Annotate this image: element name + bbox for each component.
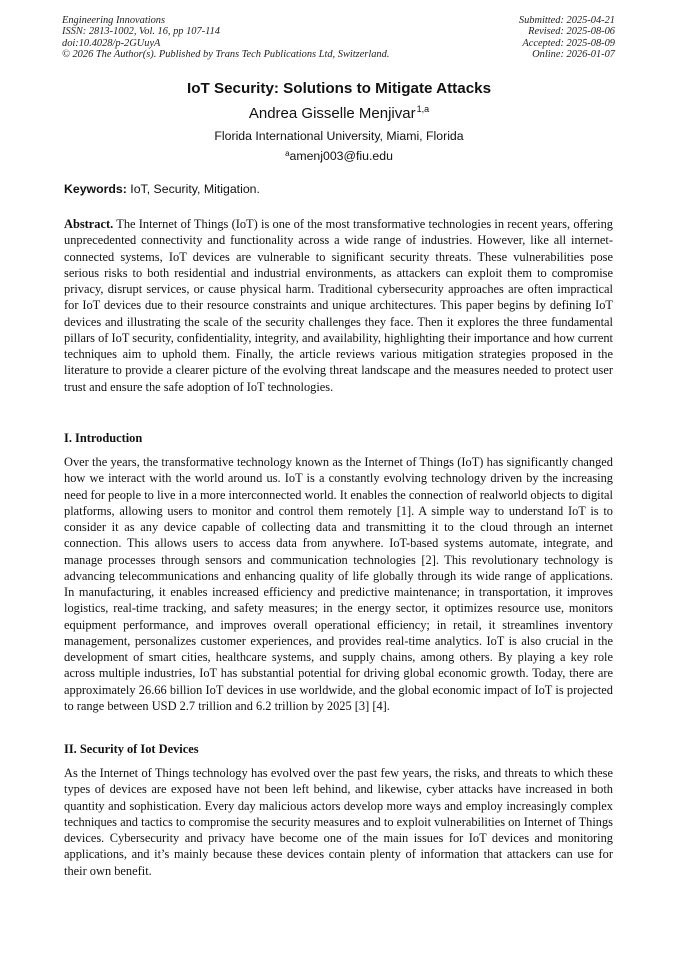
keywords: [64, 182, 260, 196]
keywords-label: Keywords:: [64, 182, 127, 196]
abstract: [64, 216, 613, 395]
section-heading-introduction: I. Introduction: [64, 431, 143, 445]
journal-doi[interactable]: doi:10.4028/p-2GUuyA: [62, 37, 161, 49]
paper-title: IoT Security: Solutions to Mitigate Attacks: [186, 80, 492, 97]
keywords-list: IoT, Security, Mitigation.: [130, 182, 260, 196]
abstract-label: Abstract.: [64, 217, 114, 231]
author-line: [0, 104, 678, 122]
abstract-text: The Internet of Things (IoT) is one of the most transformative technologies in recent years, offering unprecedented connectivity and functionality across a wide range of industries. However, like all internet-connected systems, IoT devices are vulnerable to significant security threats. These vulnerabilities pose serious risks to both residential and industrial environments, as attackers can exploit them to compromise privacy, disrupt services, or cause physical harm. Traditional cybersecurity approaches are often impractical for IoT devices due to their resource constraints and unique architectures. This paper begins by defining IoT devices and illustrating the scale of the security challenges they face. Then it explores the three fundamental pillars of IoT security, confidentiality, integrity, and availability, highlighting their importance and how current techniques aim to uphold them. Finally, the article reviews various mitigation strategies proposed in the literature to provide a clearer picture of the evolving threat landscape and the measures needed to protect user trust and ensure the safe adoption of IoT technologies.: [64, 217, 614, 394]
author-affiliation: Florida International University, Miami, Florida: [214, 129, 464, 143]
author-email-line: [0, 149, 678, 163]
section-body-security: As the Internet of Things technology has evolved over the past few years, the risks, and threats to which these types of devices are exposed have not been left behind, and likewise, cyber attacks have increased in both quantity and sophistication. Every day malicious actors develop more ways and employ increasingly complex techniques and tactics to compromise the security measures and to exploit vulnerabilities on Internet of Things devices. Cybersecurity and privacy have become one of the main issues for IoT devices and monitoring applications, and it’s mainly because these devices contain plenty of information that attackers can use for their own benefit.: [64, 766, 613, 878]
date-accepted: Accepted: 2025-08-09: [522, 37, 615, 49]
date-submitted: Submitted: 2025-04-21: [518, 15, 615, 26]
journal-info: [62, 15, 389, 61]
date-revised: Revised: 2025-08-06: [528, 26, 615, 38]
author-name: Andrea Gisselle Menjivar: [248, 105, 416, 122]
copyright-notice: © 2026 The Author(s). Published by Trans Tech Publications Ltd, Switzerland.: [62, 49, 390, 61]
publication-dates: [519, 15, 615, 61]
journal-issn: ISSN: 2813-1002, Vol. 16, pp 107-114: [62, 26, 220, 38]
author-affiliation-marker: 1,a: [416, 104, 430, 114]
section-body-introduction: Over the years, the transformative technology known as the Internet of Things (IoT) has significantly changed how we interact with the world around us. IoT is a constantly evolving technology driven by the increasing need for people to live in a more interconnected world. It enables the connection of realworld objects to digital platforms, allowing users to monitor and control them remotely [1]. A simple way to understand IoT is to consider it as any device capable of collecting data and transmitting it to the cloud through an internet connection. This allows users to access data from anywhere. IoT-based systems automate, integrate, and manage processes through sensors and communication technologies [2]. This revolutionary technology is advancing telecommunications and enhancing quality of life globally through its wide range of applications. In manufacturing, it enables increased efficiency and predictive maintenance; in transportation, it improves logistics, real-time tracking, and safety measures; in the energy sector, it optimizes resource use, monitors equipment performance, and improves overall operational efficiency; in retail, it streamlines inventory management, personalizes customer experiences, and provides real-time analytics. IoT is also crucial in the development of smart cities, healthcare systems, and supply chains, among others. By playing a key role across multiple industries, IoT has substantial potential for driving global economic growth. Today, there are approximately 26.66 billion IoT devices in use worldwide, and the global economic impact of IoT is projected to range between USD 2.7 trillion and 6.2 trillion by 2025 [3] [4].: [64, 455, 613, 713]
section-heading-security: II. Security of Iot Devices: [64, 742, 199, 756]
email-marker: a: [285, 149, 290, 158]
author-email[interactable]: amenj003@fiu.edu: [289, 149, 393, 163]
journal-name: Engineering Innovations: [62, 15, 166, 26]
date-online: Online: 2026-01-07: [532, 49, 615, 61]
